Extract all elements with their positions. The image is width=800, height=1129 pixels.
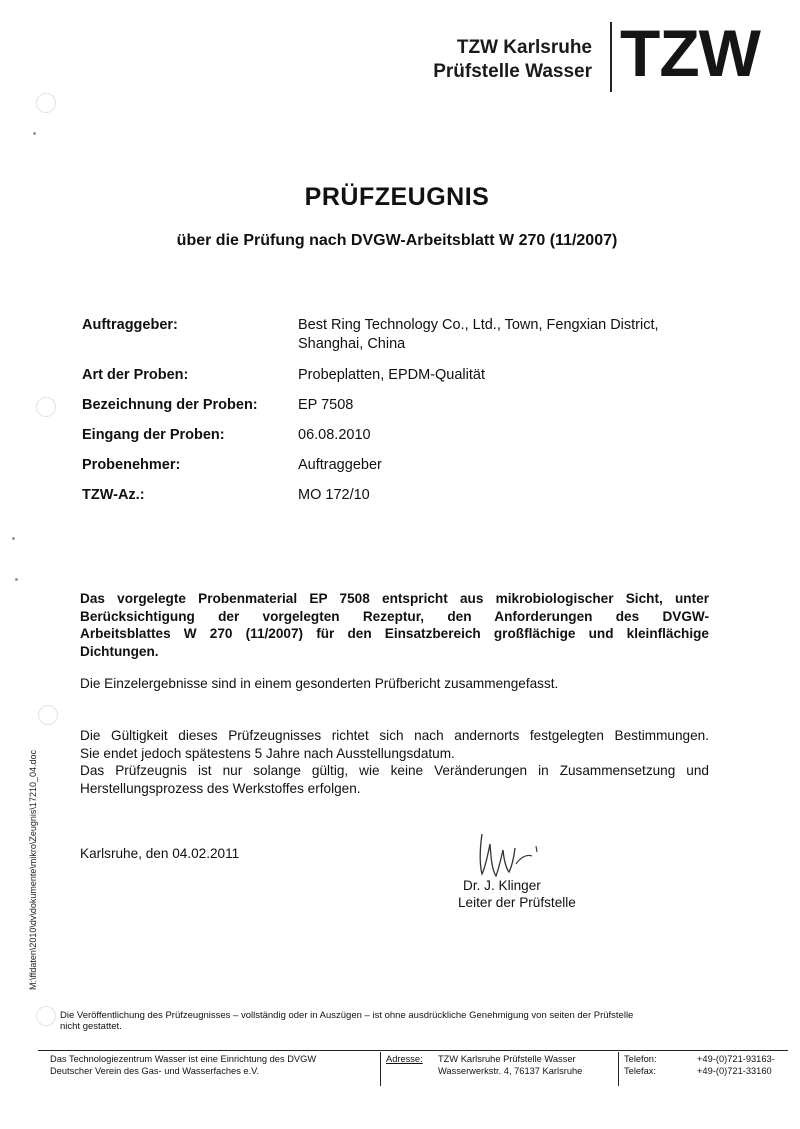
footer-organization — [50, 1054, 375, 1077]
sample-designation-label: Bezeichnung der Proben: — [82, 397, 258, 413]
results-paragraph: Die Einzelergebnisse sind in einem gesonderten Prüfbericht zusammengefasst. — [80, 676, 559, 691]
fax-number: +49-(0)721-33160 — [697, 1065, 772, 1076]
validity-line: Sie endet jedoch spätestens 5 Jahre nach Ausstellungsdatum. — [80, 745, 455, 761]
footer-org-line: Deutscher Verein des Gas- und Wasserfaches e.V. — [50, 1065, 260, 1076]
organization-name: TZW Karlsruhe — [456, 37, 592, 58]
footer-contact-labels — [624, 1054, 657, 1077]
disclaimer-line: nicht gestattet. — [60, 1021, 122, 1032]
footer-address-line: Wasserwerkstr. 4, 76137 Karlsruhe — [438, 1065, 583, 1076]
footer-address-label: Adresse: — [386, 1054, 423, 1064]
footer-separator — [618, 1052, 619, 1086]
place-and-date: Karlsruhe, den 04.02.2011 — [80, 846, 240, 861]
phone-number: +49-(0)721-93163- — [697, 1054, 775, 1064]
conclusion-paragraph — [80, 590, 709, 660]
validity-line: Herstellungsprozess des Werkstoffes erfolgen. — [80, 780, 361, 796]
file-path-margin-note: M:\ffdaten\2010\dv\dokumente\mikro\Zeugnis\17210_04.doc — [28, 750, 38, 990]
footer-separator — [380, 1052, 381, 1086]
client-value — [298, 316, 738, 354]
punch-hole-decoration — [38, 705, 58, 725]
tzw-logo: TZW — [620, 16, 760, 90]
sample-type-value: Probeplatten, EPDM-Qualität — [298, 367, 485, 383]
signer-role: Leiter der Prüfstelle — [458, 895, 576, 910]
validity-line: Die Gültigkeit dieses Prüfzeugnisses richtet sich nach andernorts festgelegten Bestimmungen. — [80, 728, 709, 743]
conclusion-line: Berücksichtigung der vorgelegten Rezeptur, den Anforderungen des DVGW- — [80, 608, 709, 624]
reference-label: TZW-Az.: — [82, 487, 145, 503]
sampler-label: Probenehmer: — [82, 457, 181, 473]
document-subtitle: über die Prüfung nach DVGW-Arbeitsblatt W 270 (11/2007) — [176, 232, 618, 249]
sampler-value: Auftraggeber — [298, 457, 382, 473]
conclusion-line: Das vorgelegte Probenmaterial EP 7508 entspricht aus mikrobiologischer Sicht, unter — [80, 591, 709, 606]
client-label: Auftraggeber: — [82, 317, 178, 333]
publication-disclaimer — [60, 1010, 750, 1032]
footer-address-line: TZW Karlsruhe Prüfstelle Wasser — [438, 1054, 576, 1064]
footer-org-line: Das Technologiezentrum Wasser ist eine Einrichtung des DVGW — [50, 1054, 317, 1064]
phone-label: Telefon: — [624, 1054, 657, 1064]
conclusion-line: Dichtungen. — [80, 643, 159, 659]
sample-receipt-value: 06.08.2010 — [298, 427, 371, 443]
scan-speck — [15, 578, 18, 581]
punch-hole-decoration — [36, 93, 56, 113]
validity-line: Das Prüfzeugnis ist nur solange gültig, wie keine Veränderungen in Zusammensetzung und — [80, 763, 709, 778]
sample-designation-value: EP 7508 — [298, 397, 354, 413]
organization-department: Prüfstelle Wasser — [433, 61, 592, 82]
scan-speck — [33, 132, 36, 135]
document-title: PRÜFZEUGNIS — [304, 183, 490, 211]
footer-rule — [38, 1050, 788, 1051]
fax-label: Telefax: — [624, 1065, 657, 1076]
sample-receipt-label: Eingang der Proben: — [82, 427, 225, 443]
disclaimer-line: Die Veröffentlichung des Prüfzeugnisses – vollständig oder in Auszügen – ist ohne ausdrückliche Genehmigung von seiten der Prüfstelle — [60, 1010, 634, 1021]
signer-name: Dr. J. Klinger — [463, 878, 541, 893]
validity-paragraph — [80, 727, 709, 797]
punch-hole-decoration — [36, 397, 56, 417]
header-divider — [610, 22, 612, 92]
punch-hole-decoration — [36, 1006, 56, 1026]
footer-contact-numbers — [697, 1054, 775, 1077]
client-value-line: Shanghai, China — [298, 336, 406, 352]
organization-heading — [433, 36, 592, 84]
sample-type-label: Art der Proben: — [82, 367, 189, 383]
footer-address — [438, 1054, 582, 1077]
reference-value: MO 172/10 — [298, 487, 370, 503]
scan-speck — [12, 537, 15, 540]
conclusion-line: Arbeitsblattes W 270 (11/2007) für den Einsatzbereich großflächige und kleinflächige — [80, 626, 709, 641]
client-value-line: Best Ring Technology Co., Ltd., Town, Fengxian District, — [298, 317, 659, 333]
